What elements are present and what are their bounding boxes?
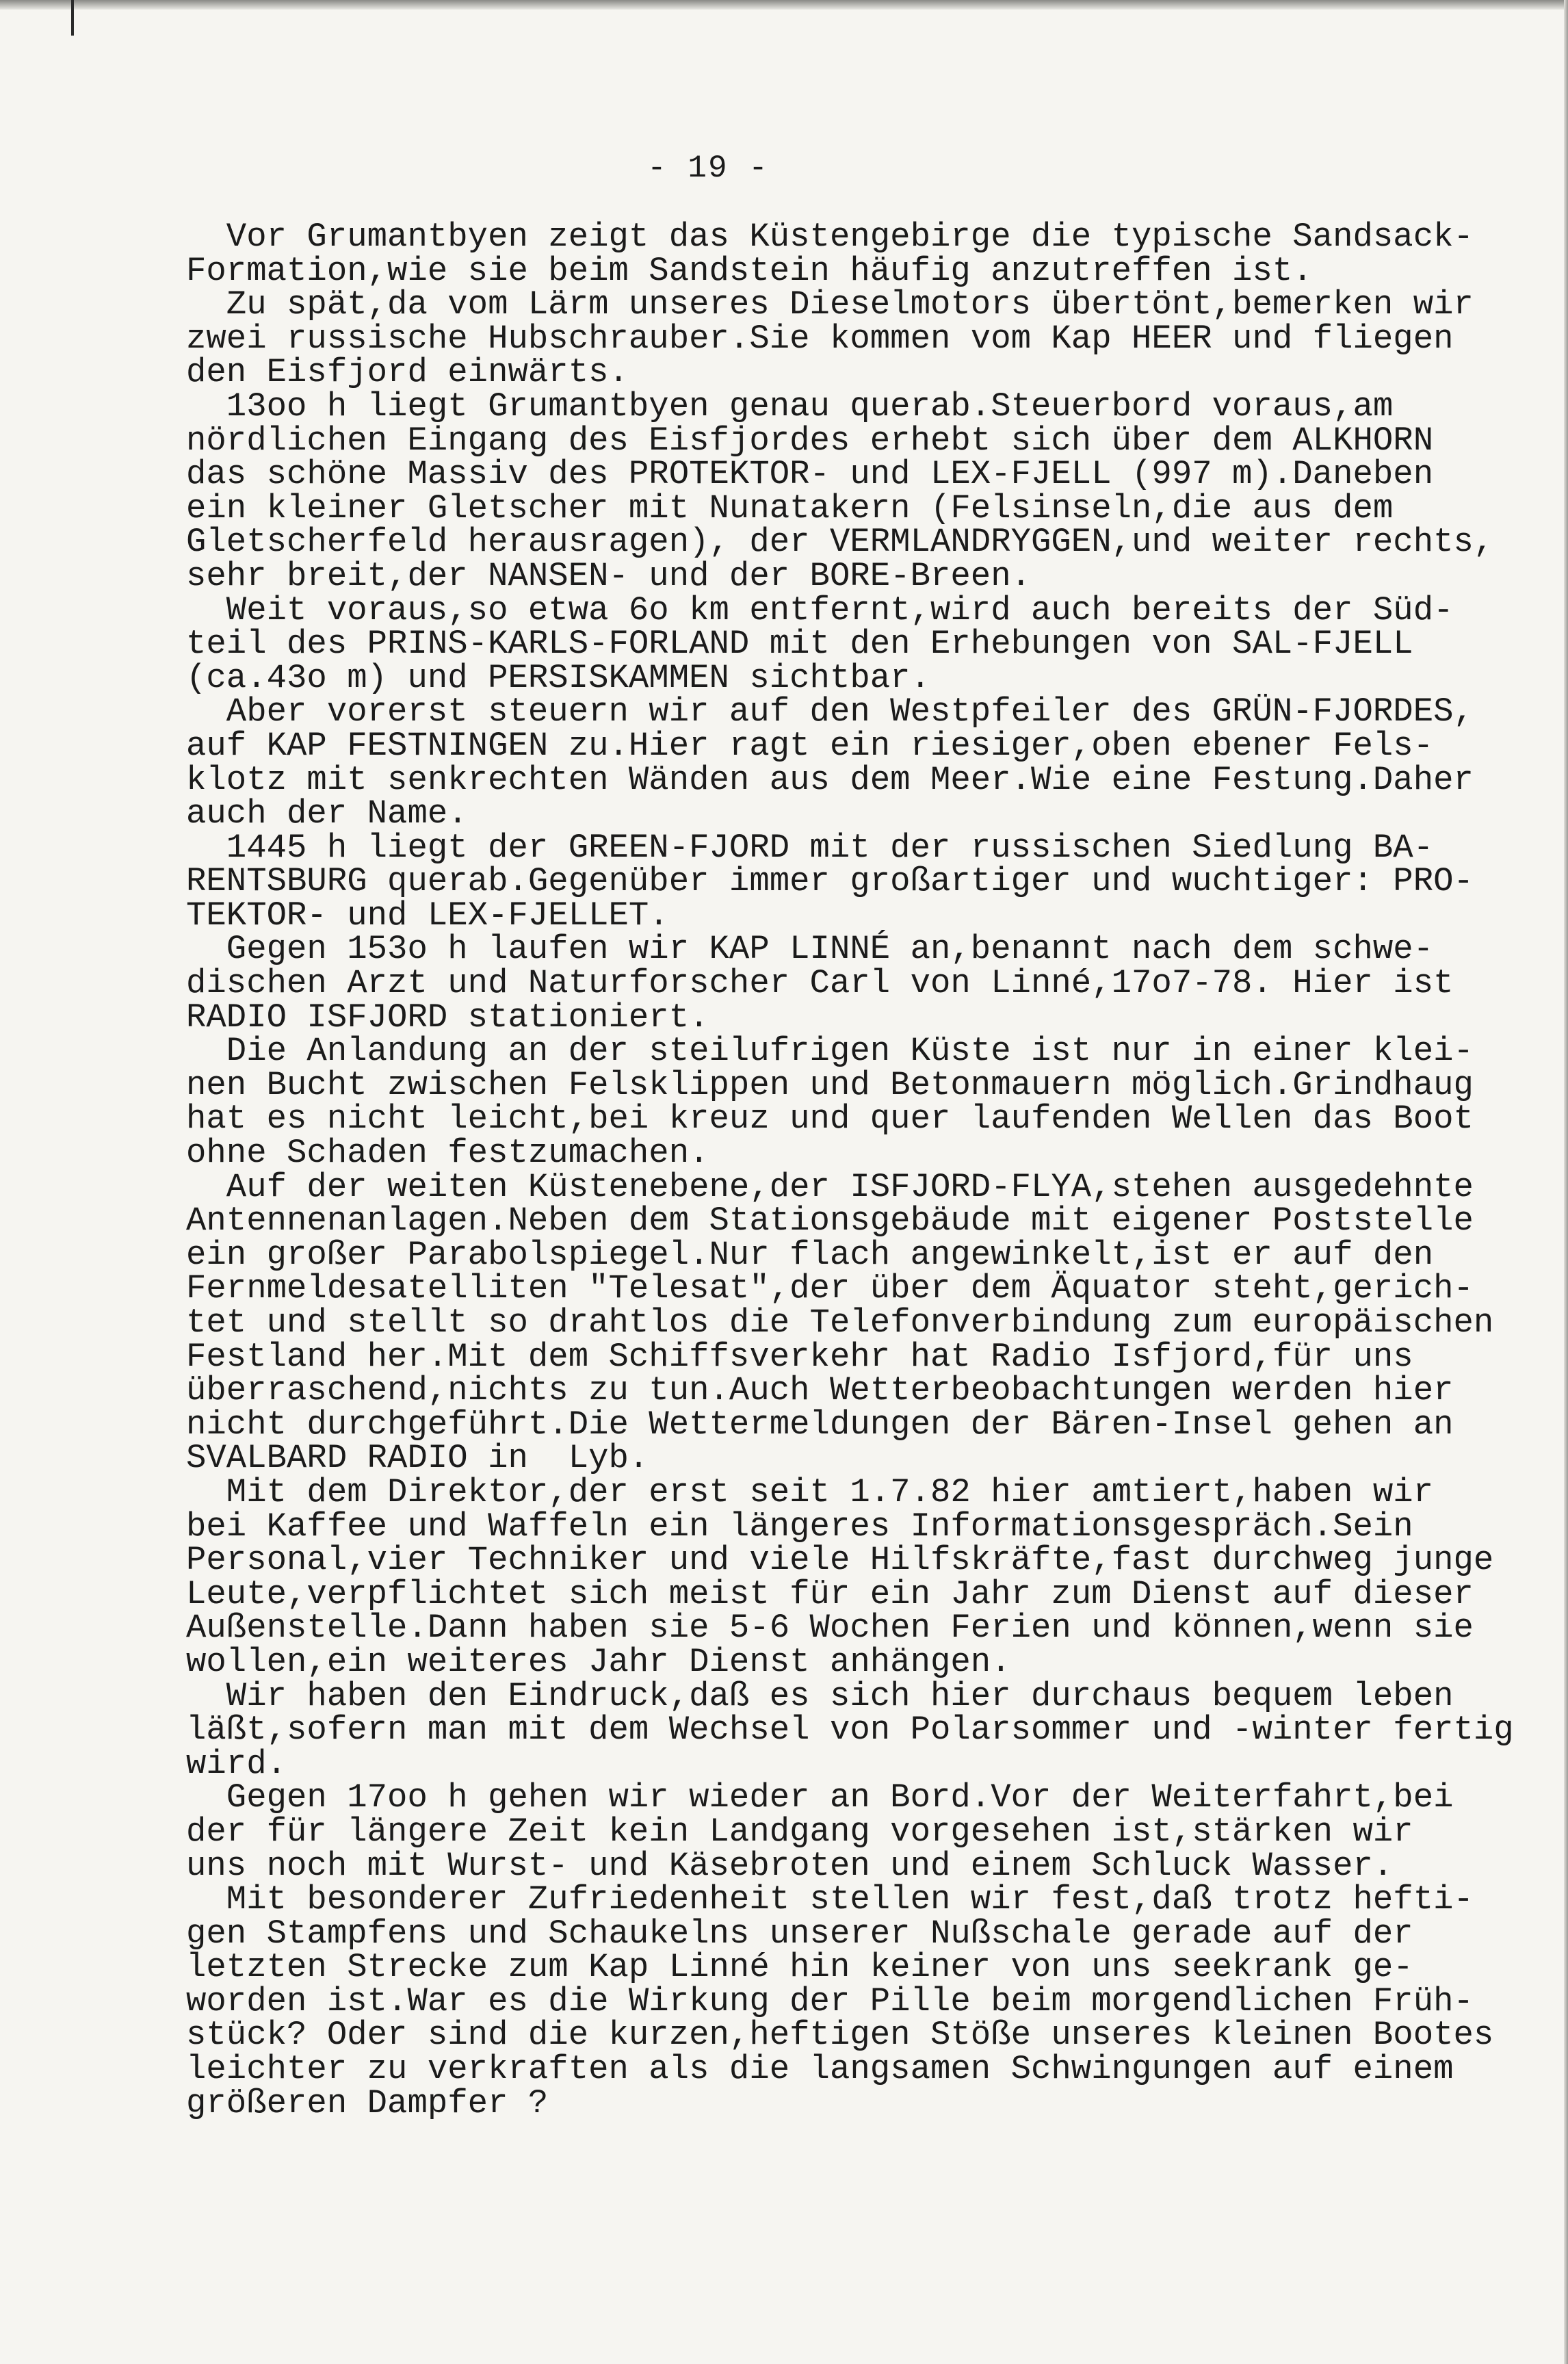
- text-line: TEKTOR- und LEX-FJELLET.: [186, 896, 669, 935]
- text-line: 13oo h liegt Grumantbyen genau querab.Steuerbord voraus,am: [186, 387, 1394, 426]
- text-line: Festland her.Mit dem Schiffsverkehr hat Radio Isfjord,für uns: [186, 1337, 1413, 1376]
- text-line: auch der Name.: [186, 794, 468, 833]
- text-line: stück? Oder sind die kurzen,heftigen Stöße unseres kleinen Bootes: [186, 2016, 1494, 2055]
- text-line: den Eisfjord einwärts.: [186, 353, 629, 392]
- text-line: Mit besonderer Zufriedenheit stellen wir fest,daß trotz hefti-: [186, 1880, 1474, 1919]
- text-line: größeren Dampfer ?: [186, 2083, 549, 2122]
- scan-right-edge: [1564, 0, 1568, 2364]
- scan-top-edge: [0, 0, 1568, 10]
- text-line: Gegen 17oo h gehen wir wieder an Bord.Vor der Weiterfahrt,bei: [186, 1778, 1454, 1817]
- text-line: worden ist.War es die Wirkung der Pille beim morgendlichen Früh-: [186, 1982, 1474, 2021]
- text-line: ein kleiner Gletscher mit Nunatakern (Felsinseln,die aus dem: [186, 489, 1394, 528]
- text-line: nördlichen Eingang des Eisfjordes erhebt sich über dem ALKHORN: [186, 421, 1434, 460]
- text-line: Aber vorerst steuern wir auf den Westpfeiler des GRÜN-FJORDES,: [186, 692, 1474, 731]
- text-line: Personal,vier Techniker und viele Hilfskräfte,fast durchweg junge: [186, 1541, 1494, 1580]
- text-line: sehr breit,der NANSEN- und der BORE-Breen.: [186, 556, 1032, 595]
- scan-margin-mark: [71, 0, 74, 36]
- text-line: 1445 h liegt der GREEN-FJORD mit der russischen Siedlung BA-: [186, 828, 1434, 867]
- text-line: Leute,verpflichtet sich meist für ein Jahr zum Dienst auf dieser: [186, 1574, 1474, 1613]
- text-line: klotz mit senkrechten Wänden aus dem Meer.Wie eine Festung.Daher: [186, 760, 1474, 799]
- text-line: dischen Arzt und Naturforscher Carl von Linné,17o7-78. Hier ist: [186, 964, 1454, 1003]
- text-line: Formation,wie sie beim Sandstein häufig anzutreffen ist.: [186, 251, 1313, 290]
- text-line: Gegen 153o h laufen wir KAP LINNÉ an,benannt nach dem schwe-: [186, 930, 1434, 969]
- text-line: Weit voraus,so etwa 6o km entfernt,wird auch bereits der Süd-: [186, 590, 1454, 629]
- text-line: Außenstelle.Dann haben sie 5-6 Wochen Ferien und können,wenn sie: [186, 1609, 1474, 1648]
- text-line: Zu spät,da vom Lärm unseres Dieselmotors übertönt,bemerken wir: [186, 285, 1474, 324]
- text-line: läßt,sofern man mit dem Wechsel von Polarsommer und -winter fertig: [186, 1711, 1514, 1750]
- text-line: Fernmeldesatelliten "Telesat",der über dem Äquator steht,gerich-: [186, 1269, 1474, 1308]
- text-line: letzten Strecke zum Kap Linné hin keiner von uns seekrank ge-: [186, 1948, 1413, 1987]
- text-line: Mit dem Direktor,der erst seit 1.7.82 hier amtiert,haben wir: [186, 1472, 1434, 1511]
- text-line: tet und stellt so drahtlos die Telefonverbindung zum europäischen: [186, 1303, 1494, 1342]
- text-line: Gletscherfeld herausragen), der VERMLANDRYGGEN,und weiter rechts,: [186, 523, 1494, 562]
- text-line: SVALBARD RADIO in Lyb.: [186, 1439, 649, 1478]
- text-line: Die Anlandung an der steilufrigen Küste ist nur in einer klei-: [186, 1032, 1474, 1071]
- text-line: überraschend,nichts zu tun.Auch Wetterbeobachtungen werden hier: [186, 1371, 1454, 1410]
- text-line: nen Bucht zwischen Felsklippen und Betonmauern möglich.Grindhaug: [186, 1065, 1474, 1104]
- text-line: nicht durchgeführt.Die Wettermeldungen der Bären-Insel gehen an: [186, 1405, 1454, 1444]
- text-line: (ca.43o m) und PERSISKAMMEN sichtbar.: [186, 658, 930, 697]
- text-line: teil des PRINS-KARLS-FORLAND mit den Erhebungen von SAL-FJELL: [186, 625, 1413, 664]
- text-line: ohne Schaden festzumachen.: [186, 1134, 709, 1173]
- text-line: der für längere Zeit kein Landgang vorgesehen ist,stärken wir: [186, 1812, 1413, 1851]
- text-line: wollen,ein weiteres Jahr Dienst anhängen.: [186, 1642, 1011, 1681]
- text-line: Antennenanlagen.Neben dem Stationsgebäude mit eigener Poststelle: [186, 1202, 1474, 1241]
- text-line: Wir haben den Eindruck,daß es sich hier durchaus bequem leben: [186, 1676, 1454, 1715]
- text-line: Vor Grumantbyen zeigt das Küstengebirge die typische Sandsack-: [186, 218, 1474, 256]
- text-line: bei Kaffee und Waffeln ein längeres Informationsgespräch.Sein: [186, 1507, 1413, 1546]
- text-line: wird.: [186, 1744, 287, 1783]
- text-line: hat es nicht leicht,bei kreuz und quer laufenden Wellen das Boot: [186, 1100, 1474, 1139]
- text-line: auf KAP FESTNINGEN zu.Hier ragt ein riesiger,oben ebener Fels-: [186, 726, 1434, 765]
- text-line: zwei russische Hubschrauber.Sie kommen vom Kap HEER und fliegen: [186, 319, 1454, 358]
- text-line: Auf der weiten Küstenebene,der ISFJORD-FLYA,stehen ausgedehnte: [186, 1167, 1474, 1206]
- text-line: gen Stampfens und Schaukelns unserer Nußschale gerade auf der: [186, 1914, 1413, 1953]
- text-line: uns noch mit Wurst- und Käsebroten und einem Schluck Wasser.: [186, 1846, 1394, 1885]
- body-text: [186, 220, 1547, 2120]
- text-line: das schöne Massiv des PROTEKTOR- und LEX-FJELL (997 m).Daneben: [186, 455, 1434, 494]
- text-line: ein großer Parabolspiegel.Nur flach angewinkelt,ist er auf den: [186, 1235, 1434, 1274]
- text-line: RENTSBURG querab.Gegenüber immer großartiger und wuchtiger: PRO-: [186, 862, 1474, 901]
- text-line: RADIO ISFJORD stationiert.: [186, 998, 709, 1037]
- page-number: - 19 -: [647, 151, 769, 186]
- text-line: leichter zu verkraften als die langsamen Schwingungen auf einem: [186, 2050, 1454, 2089]
